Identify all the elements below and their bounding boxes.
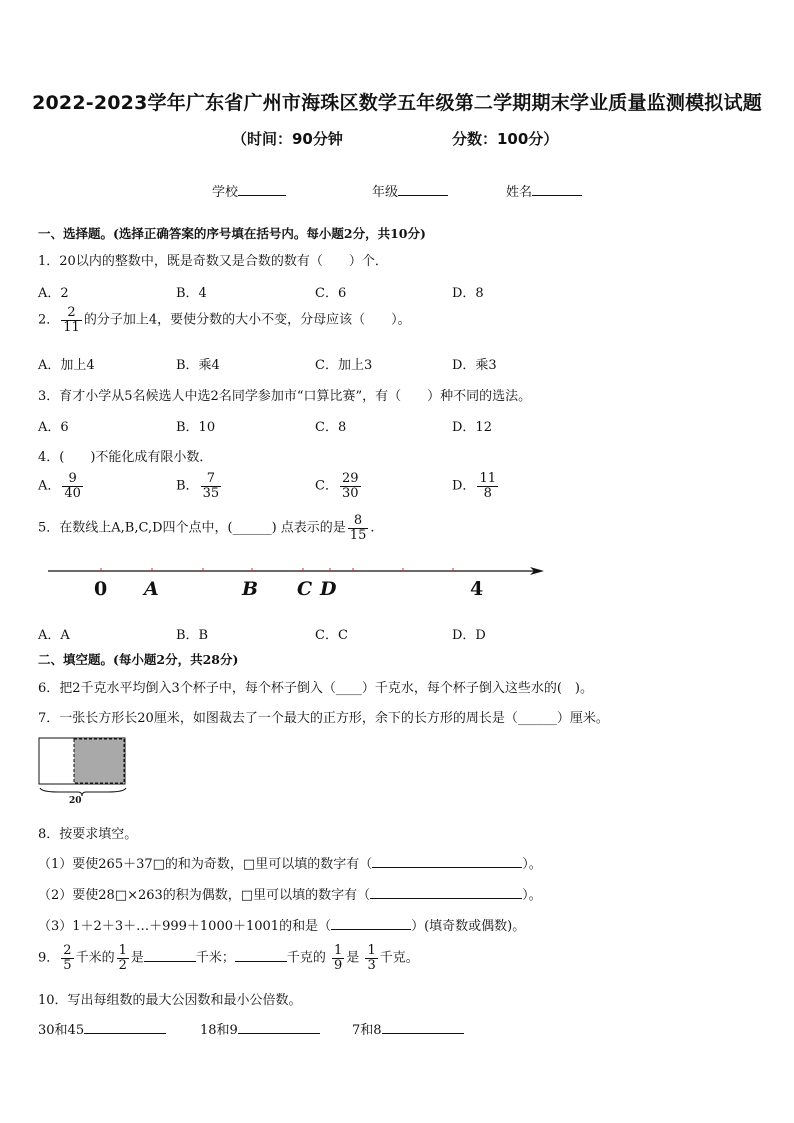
question-10: 10．写出每组数的最大公因数和最小公倍数。 (38, 993, 302, 1008)
q2-prefix: 2． (38, 312, 60, 328)
q4-option-a (38, 472, 85, 500)
q9-t5: 是 (346, 950, 360, 966)
q9-t1: 千米的 (75, 950, 115, 966)
q4-option-c (315, 472, 363, 500)
q1-option-a: A．2 (38, 286, 69, 301)
q2-fraction (61, 306, 82, 334)
q4-d-label: D． (452, 478, 476, 494)
q5-option-d: D．D (452, 628, 486, 643)
question-9 (38, 944, 419, 972)
q5-tail: . (370, 520, 375, 536)
question-8-2 (38, 884, 542, 903)
q9-f1-den: 5 (63, 957, 72, 973)
q5-option-c: C．C (315, 628, 348, 643)
number-line-label-a: A (144, 578, 159, 600)
question-8-3 (38, 915, 525, 934)
q8-1-text: （1）要使265＋37□的和为奇数，□里可以填的数字有（ (38, 857, 373, 872)
name-label: 姓名 (506, 185, 533, 200)
q4-c-label: C． (315, 478, 338, 494)
question-5 (38, 514, 374, 542)
q4-d-fraction (477, 472, 498, 500)
q8-2-blank[interactable] (370, 886, 522, 899)
q4-c-den: 30 (341, 485, 359, 501)
q10-c-label: 7和8 (352, 1023, 382, 1038)
q10-b-label: 18和9 (200, 1023, 238, 1038)
q4-a-label: A． (38, 478, 61, 494)
school-blank[interactable] (238, 183, 286, 196)
q4-d-den: 8 (483, 485, 492, 501)
grade-blank[interactable] (398, 183, 448, 196)
q4-c-num: 29 (341, 471, 359, 486)
q9-t4: 千克的 (286, 950, 326, 966)
q4-a-fraction (62, 472, 83, 500)
grade-field (372, 181, 448, 200)
grade-label: 年级 (372, 185, 399, 200)
name-blank[interactable] (532, 183, 582, 196)
q9-t2: 是 (130, 950, 144, 966)
q9-f4-den: 3 (367, 957, 376, 973)
q8-1-blank[interactable] (372, 855, 522, 868)
q9-f3-den: 9 (334, 957, 343, 973)
q9-t3: 千米； (195, 950, 235, 966)
q10-b-blank[interactable] (238, 1021, 320, 1034)
number-line-label-d: D (320, 578, 337, 600)
question-6: 6．把2千克水平均倒入3个杯子中，每个杯子倒入（____）千克水，每个杯子倒入这些水的( )。 (38, 681, 593, 696)
q5-fraction-den: 15 (349, 527, 367, 543)
q9-blank-1[interactable] (144, 949, 196, 962)
q9-f4-num: 1 (367, 943, 376, 958)
question-3: 3．育才小学从5名候选人中选2名同学参加市“口算比赛”，有（ ）种不同的选法。 (38, 389, 532, 404)
q4-option-d (452, 472, 500, 500)
question-2 (38, 306, 411, 334)
q4-a-den: 40 (64, 485, 81, 501)
q2-text: 的分子加上4，要使分数的大小不变，分母应该（ ）。 (83, 312, 411, 328)
number-line-label-4: 4 (470, 578, 484, 600)
exam-score: 分数：100分） (452, 130, 559, 148)
q9-fraction-4 (365, 944, 377, 972)
q7-rectangle-figure (38, 736, 130, 808)
q5-option-b: B．B (176, 628, 209, 643)
q3-option-b: B．10 (176, 420, 216, 435)
question-4: 4．( )不能化成有限小数． (38, 450, 213, 465)
q10-pair-b (200, 1019, 320, 1038)
q8-3-text: （3）1＋2＋3＋…＋999＋1000＋1001的和是（ (38, 919, 332, 934)
question-1: 1．20以内的整数中，既是奇数又是合数的数有（ ）个． (38, 254, 388, 269)
q1-option-b: B．4 (176, 286, 207, 301)
q4-d-num: 11 (479, 471, 496, 486)
q10-pair-a (38, 1019, 166, 1038)
q9-fraction-3 (332, 944, 344, 972)
q1-option-c: C．6 (315, 286, 347, 301)
exam-time: （时间：90分钟 (232, 130, 343, 148)
school-field (212, 181, 286, 200)
q3-option-a: A．6 (38, 420, 69, 435)
q9-f2-num: 1 (118, 943, 127, 958)
q5-fraction-num: 8 (348, 514, 369, 529)
q2-fraction-num: 2 (61, 306, 82, 321)
q2-option-d: D．乘3 (452, 358, 497, 373)
question-8: 8．按要求填空。 (38, 827, 138, 842)
q5-fraction (348, 514, 369, 542)
q10-a-blank[interactable] (84, 1021, 166, 1034)
q4-a-num: 9 (62, 472, 83, 487)
q8-3-blank[interactable] (331, 917, 411, 930)
q1-option-d: D．8 (452, 286, 484, 301)
exam-title: 2022-2023学年广东省广州市海珠区数学五年级第二学期期末学业质量监测模拟试题 (32, 92, 762, 114)
question-8-1 (38, 853, 542, 872)
q2-option-b: B．乘4 (176, 358, 220, 373)
q4-c-fraction (340, 472, 361, 500)
q9-f2-den: 2 (118, 957, 127, 973)
q2-option-a: A．加上4 (38, 358, 95, 373)
q8-2-end: ）。 (522, 888, 542, 903)
q4-option-b (176, 472, 223, 500)
q9-f1-num: 2 (63, 943, 72, 958)
q7-figure-length: 20 (69, 796, 82, 806)
q3-option-c: C．8 (315, 420, 347, 435)
number-line-label-b: B (242, 578, 259, 600)
number-line-label-0: 0 (94, 578, 108, 600)
q9-fraction-1 (61, 944, 73, 972)
q9-blank-2[interactable] (235, 949, 287, 962)
q7-brace (40, 788, 126, 796)
q9-prefix: 9． (38, 950, 60, 966)
q2-fraction-den: 11 (63, 319, 80, 335)
q9-fraction-2 (117, 944, 129, 972)
q10-pair-c (352, 1019, 464, 1038)
q4-b-fraction (201, 472, 222, 500)
name-field (506, 181, 582, 200)
section-2-title: 二、填空题。(每小题2分，共28分) (38, 652, 239, 667)
section-1-title: 一、选择题。(选择正确答案的序号填在括号内。每小题2分，共10分) (38, 226, 426, 241)
number-line-label-c: C (297, 578, 313, 600)
q4-b-num: 7 (201, 472, 222, 487)
question-7: 7．一张长方形长20厘米，如图裁去了一个最大的正方形，余下的长方形的周长是（______）厘米。 (38, 711, 609, 726)
q9-t6: 千克。 (379, 950, 419, 966)
q10-c-blank[interactable] (382, 1021, 464, 1034)
q8-2-text: （2）要使28□×263的积为偶数，□里可以填的数字有（ (38, 888, 371, 903)
school-label: 学校 (212, 185, 239, 200)
q8-1-end: ）。 (522, 857, 542, 872)
q5-option-a: A．A (38, 628, 70, 643)
q2-option-c: C．加上3 (315, 358, 373, 373)
q9-f3-num: 1 (334, 943, 343, 958)
q10-a-label: 30和45 (38, 1023, 85, 1038)
q5-text: 5．在数线上A,B,C,D四个点中，(______) 点表示的是 (38, 520, 346, 536)
q4-b-label: B． (176, 478, 199, 494)
q4-b-den: 35 (202, 485, 220, 501)
q8-3-end: ）(填奇数或偶数)。 (411, 919, 526, 934)
q3-option-d: D．12 (452, 420, 492, 435)
q7-cut-square (74, 739, 124, 783)
